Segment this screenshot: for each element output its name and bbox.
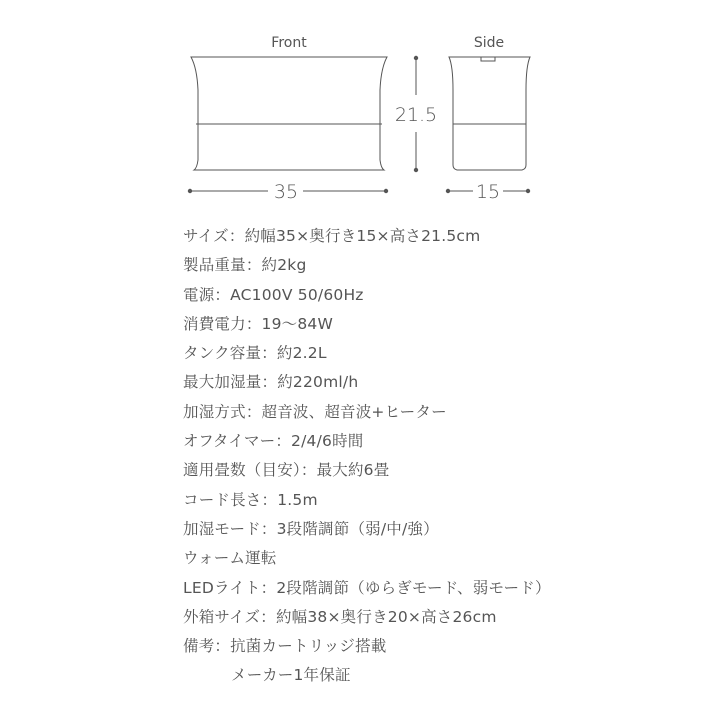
spec-separator: ： bbox=[214, 637, 231, 656]
spec-separator: ： bbox=[260, 519, 277, 538]
spec-value: 19〜84W bbox=[261, 314, 333, 333]
spec-row bbox=[183, 456, 703, 485]
depth-dimension-value: 15 bbox=[475, 181, 501, 203]
height-dimension-value: 21.5 bbox=[394, 104, 438, 126]
spec-row bbox=[183, 574, 703, 603]
spec-label: タンク容量 bbox=[183, 344, 262, 363]
spec-separator: ： bbox=[245, 256, 262, 275]
spec-label: オフタイマー bbox=[183, 432, 276, 451]
side-view-top-tab bbox=[481, 57, 495, 61]
spec-label: LEDライト bbox=[183, 578, 261, 597]
spec-separator: ： bbox=[228, 227, 245, 245]
spec-label: 外箱サイズ bbox=[183, 607, 261, 626]
spec-value: 約2kg bbox=[261, 256, 307, 275]
width-dimension-dot-left bbox=[188, 189, 192, 193]
side-view-outline bbox=[449, 57, 530, 170]
spec-value: メーカー1年保証 bbox=[231, 666, 351, 685]
spec-row bbox=[183, 222, 703, 251]
spec-row bbox=[183, 398, 703, 427]
width-dimension-dot-right bbox=[384, 189, 388, 193]
spec-separator: ： bbox=[245, 402, 262, 421]
spec-label: 製品重量 bbox=[183, 256, 246, 275]
spec-value: AC100V 50/60Hz bbox=[230, 285, 364, 304]
spec-separator: ： bbox=[300, 461, 317, 480]
spec-row bbox=[183, 515, 703, 544]
height-dimension-dot-top bbox=[414, 56, 418, 60]
spec-label: サイズ bbox=[183, 227, 229, 245]
dimension-diagram bbox=[0, 0, 720, 215]
spec-value: 約2.2L bbox=[276, 344, 327, 363]
spec-row bbox=[183, 427, 703, 456]
spec-label: ウォーム運転 bbox=[183, 549, 277, 568]
spec-separator: ： bbox=[260, 607, 276, 626]
spec-row bbox=[183, 661, 703, 690]
spec-value: 2段階調節（ゆらぎモード、弱モード） bbox=[276, 578, 551, 597]
depth-dimension-dot-left bbox=[446, 189, 450, 193]
width-dimension-value: 35 bbox=[273, 181, 299, 203]
dimension-drawing bbox=[0, 0, 720, 215]
height-dimension-dot-bottom bbox=[414, 168, 418, 172]
spec-value: 3段階調節（弱/中/強） bbox=[276, 519, 439, 538]
spec-label: 加湿モード bbox=[183, 519, 261, 538]
spec-row bbox=[183, 544, 703, 573]
front-view-outline bbox=[191, 57, 387, 170]
spec-value: 抗菌カートリッジ搭載 bbox=[230, 637, 387, 656]
spec-separator: ： bbox=[261, 373, 278, 392]
depth-dimension-dot-right bbox=[526, 189, 530, 193]
spec-row bbox=[183, 281, 703, 310]
spec-value: 超音波、超音波+ヒーター bbox=[261, 402, 447, 421]
spec-label: 備考 bbox=[183, 637, 215, 656]
spec-label: コード長さ bbox=[183, 490, 262, 509]
spec-row bbox=[183, 603, 703, 632]
side-view-label: Side bbox=[473, 35, 505, 51]
spec-separator: ： bbox=[260, 578, 277, 597]
spec-row bbox=[183, 368, 703, 397]
spec-row bbox=[183, 339, 703, 368]
spec-value: 最大約6畳 bbox=[316, 461, 390, 480]
spec-separator: ： bbox=[261, 344, 277, 363]
spec-separator: ： bbox=[214, 285, 231, 304]
spec-value: 約220ml/h bbox=[277, 373, 359, 392]
spec-separator: ： bbox=[245, 314, 262, 333]
spec-label: 最大加湿量 bbox=[183, 373, 262, 392]
spec-list bbox=[183, 222, 703, 691]
front-view-label: Front bbox=[271, 35, 307, 51]
spec-label: 電源 bbox=[183, 285, 215, 304]
spec-row bbox=[183, 632, 703, 661]
spec-label: 加湿方式 bbox=[183, 402, 246, 421]
spec-value: 2/4/6時間 bbox=[291, 432, 364, 451]
spec-separator: ： bbox=[275, 432, 292, 451]
spec-value: 1.5m bbox=[277, 490, 318, 509]
spec-separator: ： bbox=[261, 490, 278, 509]
spec-label: 消費電力 bbox=[183, 314, 246, 333]
spec-value: 約幅35×奥行き15×高さ21.5cm bbox=[244, 227, 481, 245]
spec-label: 適用畳数（目安） bbox=[183, 461, 301, 480]
spec-row bbox=[183, 251, 703, 280]
spec-row bbox=[183, 486, 703, 515]
spec-row bbox=[183, 310, 703, 339]
spec-value: 約幅38×奥行き20×高さ26cm bbox=[275, 607, 497, 626]
